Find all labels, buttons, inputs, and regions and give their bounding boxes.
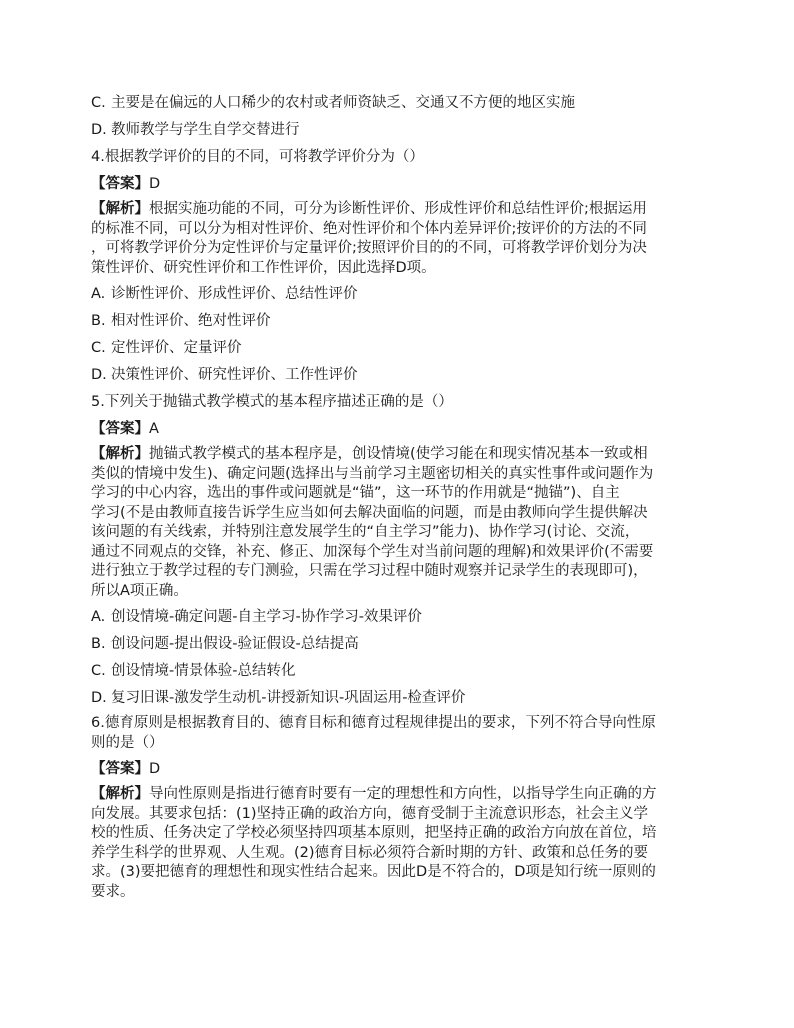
analysis-line: 学习的中心内容，选出的事件或问题就是“锚”，这一环节的作用就是“抛锚”)、自主: [91, 485, 620, 501]
option-line: [91, 687, 711, 709]
option-text: 决策性评价、研究性评价、工作性评价: [111, 367, 358, 383]
analysis-line: 校的性质、任务决定了学校必须坚持四项基本原则，把坚持正确的政治方向放在首位，培: [91, 825, 657, 841]
analysis-label: 【解析】: [91, 446, 149, 462]
option-key: C.: [91, 340, 106, 356]
analysis-line: 类似的情境中发生)、确定问题(选择出与当前学习主题密切相关的真实性事件或问题作为: [91, 465, 654, 482]
answer-line: [91, 173, 711, 195]
option-key: B.: [91, 636, 106, 652]
analysis-line: ，可将教学评价分为定性评价与定量评价;按照评价目的的不同，可将教学评价划分为决: [91, 240, 647, 256]
document-content: [91, 92, 711, 907]
option-line: [91, 364, 711, 386]
analysis-line: 所以A项正确。: [91, 582, 188, 599]
analysis-line: 通过不同观点的交锋，补充、修正、加深每个学生对当前问题的理解)和效果评价(不需要: [91, 543, 654, 560]
analysis-line: 导向性原则是指进行德育时要有一定的理想性和方向性，以指导学生向正确的方: [149, 786, 657, 802]
option-text: 复习旧课-激发学生动机-讲授新知识-巩固运用-检查评价: [111, 690, 466, 706]
option-line: [91, 92, 711, 114]
analysis-line: 的标准不同，可以分为相对性评价、绝对性评价和个体内差异评价;按评价的方法的不同: [91, 220, 647, 237]
option-key: D.: [91, 690, 107, 706]
question-line: 5.下列关于抛锚式教学模式的基本程序描述正确的是（）: [91, 394, 453, 410]
option-line: [91, 633, 711, 655]
analysis-line: 该问题的有关线索，并特别注意发展学生的“自主学习”能力)、协作学习(讨论、交流，: [91, 524, 640, 540]
analysis-line: 求。(3)要把德育的理想性和现实性结合起来。因此D是不符合的，D项是知行统一原则的: [91, 864, 656, 880]
analysis-paragraph: [91, 785, 711, 902]
option-key: A.: [91, 286, 106, 302]
option-text: 创设情境-确定问题-自主学习-协作学习-效果评价: [111, 609, 422, 625]
answer-label: 【答案】: [91, 761, 149, 777]
option-line: [91, 660, 711, 682]
option-line: [91, 119, 711, 141]
option-text: 相对性评价、绝对性评价: [111, 313, 271, 329]
analysis-label: 【解析】: [91, 201, 149, 217]
option-line: [91, 606, 711, 628]
option-line: [91, 283, 711, 305]
answer-value: D: [149, 176, 161, 192]
answer-value: D: [149, 761, 161, 777]
answer-value: A: [149, 421, 159, 437]
answer-label: 【答案】: [91, 176, 149, 192]
option-text: 定性评价、定量评价: [111, 340, 242, 356]
answer-line: [91, 418, 711, 440]
analysis-paragraph: [91, 200, 711, 278]
question-line: 则的是（）: [91, 734, 164, 751]
analysis-line: 策性评价、研究性评价和工作性评价，因此选择D项。: [91, 259, 436, 276]
option-key: D.: [91, 122, 107, 138]
question-line: 6.德育原则是根据教育目的、德育目标和德育过程规律提出的要求，下列不符合导向性原: [91, 715, 656, 731]
option-line: [91, 337, 711, 359]
analysis-line: 根据实施功能的不同，可分为诊断性评价、形成性评价和总结性评价;根据运用: [149, 201, 647, 217]
option-text: 教师教学与学生自学交替进行: [111, 122, 300, 138]
analysis-line: 养学生科学的世界观、人生观。(2)德育目标必须符合新时期的方针、政策和总任务的要: [91, 844, 649, 861]
analysis-line: 要求。: [91, 883, 135, 900]
option-key: C.: [91, 663, 106, 679]
analysis-line: 学习(不是由教师直接告诉学生应当如何去解决面临的问题，而是由教师向学生提供解决: [91, 504, 648, 521]
analysis-line: 向发展。其要求包括：(1)坚持正确的政治方向，德育受制于主流意识形态，社会主义学: [91, 805, 649, 822]
option-key: A.: [91, 609, 106, 625]
option-text: 诊断性评价、形成性评价、总结性评价: [111, 286, 358, 302]
analysis-line: 进行独立于教学过程的专门测验，只需在学习过程中随时观察并记录学生的表现即可)，: [91, 563, 648, 579]
option-key: D.: [91, 367, 107, 383]
question-line: 4.根据教学评价的目的不同，可将教学评价分为（）: [91, 149, 424, 165]
option-key: C.: [91, 95, 106, 111]
analysis-paragraph: [91, 445, 711, 601]
option-key: B.: [91, 313, 106, 329]
option-text: 主要是在偏远的人口稀少的农村或者师资缺乏、交通又不方便的地区实施: [111, 95, 575, 111]
option-text: 创设问题-提出假设-验证假设-总结提高: [111, 636, 359, 652]
answer-label: 【答案】: [91, 421, 149, 437]
option-text: 创设情境-情景体验-总结转化: [111, 663, 296, 679]
question-paragraph: [91, 714, 711, 753]
answer-line: [91, 758, 711, 780]
analysis-line: 抛锚式教学模式的基本程序是，创设情境(使学习能在和现实情况基本一致或相: [149, 446, 648, 462]
option-line: [91, 310, 711, 332]
analysis-label: 【解析】: [91, 786, 149, 802]
